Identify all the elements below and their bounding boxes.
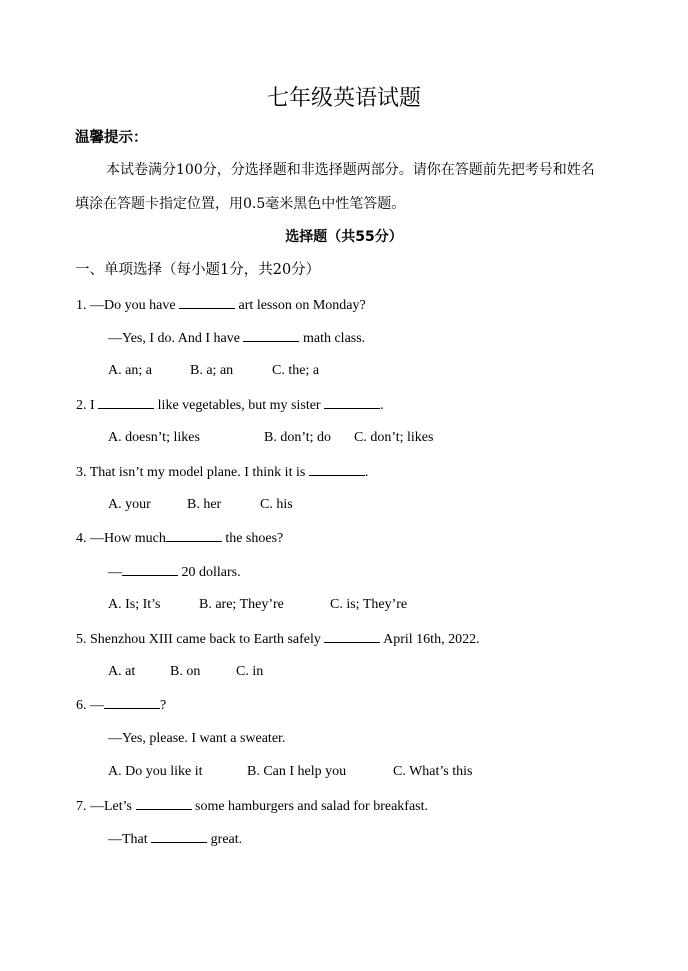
answer-blank bbox=[166, 528, 222, 542]
question-text: 20 dollars. bbox=[178, 565, 241, 580]
question-text: 5. Shenzhou XIII came back to Earth safely bbox=[76, 632, 325, 647]
question-text: —Yes, please. I want a sweater. bbox=[108, 731, 286, 746]
answer-blank bbox=[136, 796, 192, 810]
option-c: C. don’t; likes bbox=[354, 430, 434, 445]
option-a: A. Do you like it bbox=[108, 764, 203, 779]
answer-blank bbox=[243, 328, 299, 342]
question-6-reply bbox=[108, 729, 285, 749]
option-a: A. your bbox=[108, 497, 151, 512]
question-text: 6. — bbox=[76, 698, 104, 713]
question-text: like vegetables, but my sister bbox=[154, 398, 325, 413]
question-7-reply bbox=[108, 829, 242, 850]
question-1 bbox=[76, 295, 366, 316]
question-text: 1. —Do you have bbox=[76, 298, 180, 313]
question-4 bbox=[76, 528, 283, 549]
option-c: C. his bbox=[260, 497, 293, 512]
section-title: 选择题（共55分） bbox=[285, 229, 403, 245]
part-title: 一、单项选择（每小题1分，共20分） bbox=[75, 262, 321, 278]
option-a: A. an; a bbox=[108, 363, 152, 378]
tip-label: 温馨提示： bbox=[75, 130, 148, 146]
question-text: 2. I bbox=[76, 398, 99, 413]
option-a: A. at bbox=[108, 664, 136, 679]
question-4-reply bbox=[108, 562, 241, 583]
question-text: —Yes, I do. And I have bbox=[108, 331, 244, 346]
answer-blank bbox=[151, 829, 207, 843]
answer-blank bbox=[179, 295, 235, 309]
answer-blank bbox=[98, 395, 154, 409]
answer-blank bbox=[122, 562, 178, 576]
option-b: B. don’t; do bbox=[264, 430, 332, 445]
question-5 bbox=[76, 629, 480, 650]
option-b: B. are; They’re bbox=[199, 597, 284, 612]
option-b: B. Can I help you bbox=[247, 764, 347, 779]
notice-line-1: 本试卷满分100分，分选择题和非选择题两部分。请你在答题前先把考号和姓名 bbox=[106, 162, 595, 178]
question-3 bbox=[76, 462, 368, 483]
question-1-reply bbox=[108, 328, 365, 349]
answer-blank bbox=[324, 629, 380, 643]
question-7 bbox=[76, 796, 428, 817]
option-c: C. is; They’re bbox=[330, 597, 408, 612]
question-text: . bbox=[364, 465, 369, 480]
answer-blank bbox=[309, 462, 365, 476]
question-text: ? bbox=[160, 698, 167, 713]
question-text: 7. —Let’s bbox=[76, 799, 136, 814]
page-title: 七年级英语试题 bbox=[266, 86, 421, 111]
option-c: C. in bbox=[236, 664, 264, 679]
option-a: A. doesn’t; likes bbox=[108, 430, 200, 445]
question-text: 3. That isn’t my model plane. I think it is bbox=[76, 465, 309, 480]
question-text: April 16th, 2022. bbox=[380, 632, 480, 647]
question-text: the shoes? bbox=[221, 531, 284, 546]
question-2-options bbox=[108, 428, 433, 448]
option-b: B. on bbox=[170, 664, 201, 679]
question-1-options bbox=[108, 361, 319, 381]
question-text: 4. —How much bbox=[76, 531, 166, 546]
question-text: math class. bbox=[299, 331, 366, 346]
question-text: great. bbox=[207, 832, 243, 847]
question-text: . bbox=[380, 398, 384, 413]
question-5-options bbox=[108, 662, 263, 682]
answer-blank bbox=[104, 695, 160, 709]
notice-line-2: 填涂在答题卡指定位置，用0.5毫米黑色中性笔答题。 bbox=[75, 196, 406, 212]
question-2 bbox=[76, 395, 384, 416]
question-4-options bbox=[108, 595, 407, 615]
option-a: A. Is; It’s bbox=[108, 597, 161, 612]
option-c: C. What’s this bbox=[393, 764, 473, 779]
question-6 bbox=[76, 695, 166, 716]
option-b: B. her bbox=[187, 497, 222, 512]
option-c: C. the; a bbox=[272, 363, 320, 378]
question-3-options bbox=[108, 495, 293, 515]
answer-blank bbox=[324, 395, 380, 409]
question-6-options bbox=[108, 762, 472, 782]
question-text: art lesson on Monday? bbox=[235, 298, 366, 313]
question-text: —That bbox=[108, 832, 152, 847]
option-b: B. a; an bbox=[190, 363, 234, 378]
question-text: some hamburgers and salad for breakfast. bbox=[191, 799, 428, 814]
question-text: — bbox=[108, 565, 122, 580]
